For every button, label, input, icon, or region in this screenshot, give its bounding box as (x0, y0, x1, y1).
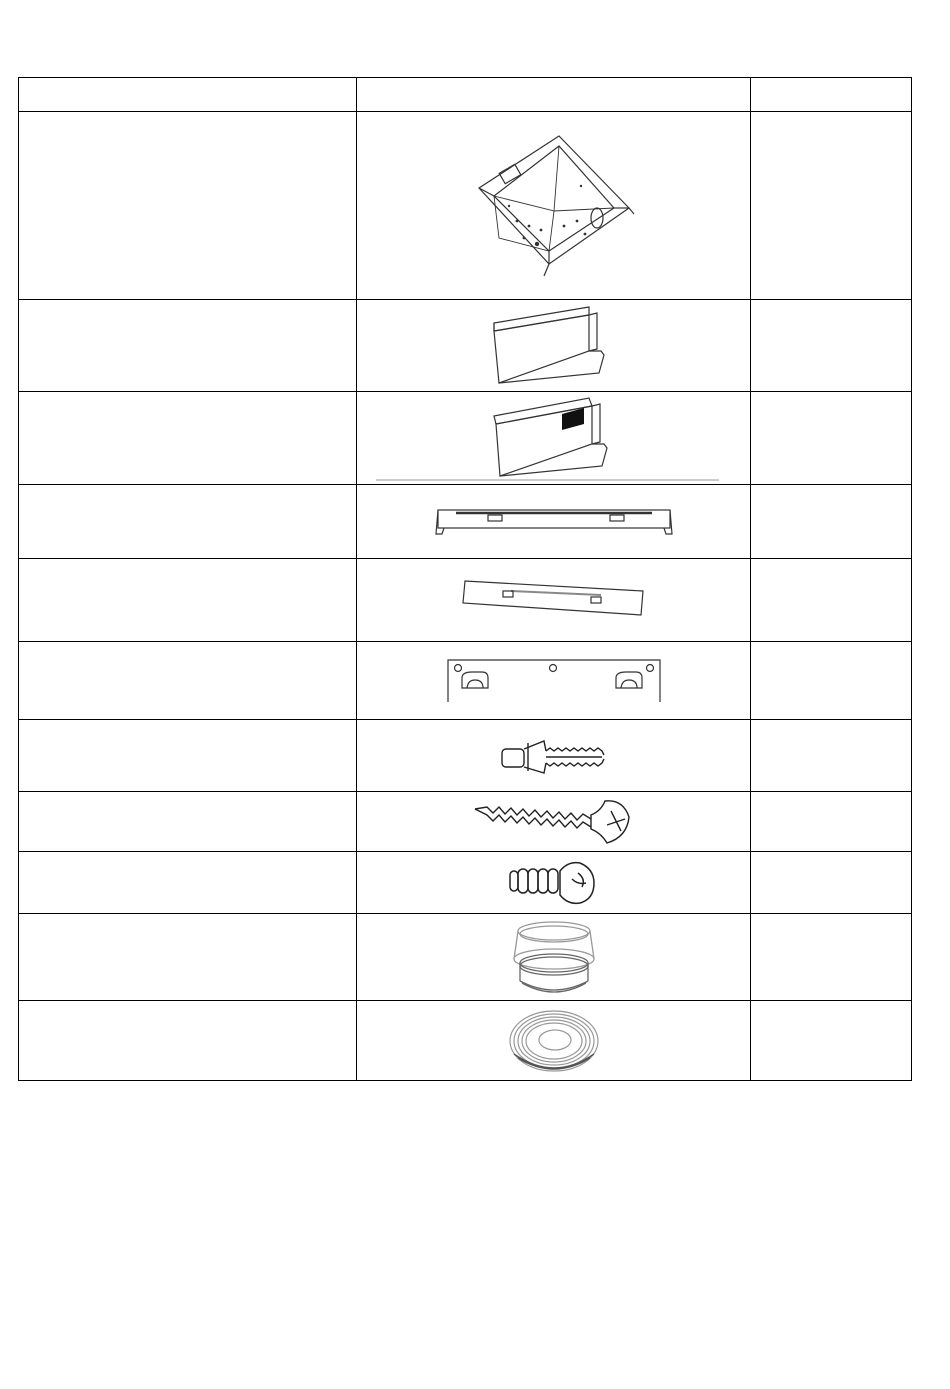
hood-body-icon (469, 126, 639, 286)
illustration-cell (357, 392, 750, 485)
quantity-cell (750, 485, 911, 559)
quantity-cell (750, 792, 911, 852)
table-row (19, 792, 912, 852)
header-part-name (19, 78, 357, 112)
quantity-cell (750, 559, 911, 642)
quantity-cell (750, 642, 911, 720)
illustration-cell (357, 914, 750, 1001)
hood-bracket-icon (434, 504, 674, 540)
illustration-cell (357, 559, 750, 642)
illustration-cell (357, 485, 750, 559)
wall-plug-icon (498, 735, 610, 777)
part-name-cell (19, 792, 357, 852)
part-name-cell (19, 642, 357, 720)
illustration-cell (357, 720, 750, 792)
part-name-cell (19, 559, 357, 642)
quantity-cell (750, 392, 911, 485)
quantity-cell (750, 112, 911, 300)
lower-chimney-icon (374, 394, 734, 482)
header-illustration (357, 78, 750, 112)
part-name-cell (19, 485, 357, 559)
illustration-cell (357, 642, 750, 720)
reducer-collar-icon (509, 919, 599, 995)
table-header-row (19, 78, 912, 112)
table-row (19, 300, 912, 392)
table-row (19, 1001, 912, 1081)
quantity-cell (750, 852, 911, 914)
mounting-plate-icon (446, 658, 662, 704)
part-name-cell (19, 300, 357, 392)
upper-chimney-icon (489, 303, 619, 389)
chimney-bracket-icon (461, 577, 647, 623)
illustration-cell (357, 112, 750, 300)
part-name-cell (19, 720, 357, 792)
table-row (19, 485, 912, 559)
illustration-cell (357, 1001, 750, 1081)
short-screw-icon (506, 857, 602, 909)
illustration-cell (357, 792, 750, 852)
part-name-cell (19, 392, 357, 485)
part-name-cell (19, 1001, 357, 1081)
illustration-cell (357, 852, 750, 914)
illustration-cell (357, 300, 750, 392)
long-screw-icon (473, 795, 635, 849)
table-row (19, 914, 912, 1001)
part-name-cell (19, 112, 357, 300)
table-row (19, 112, 912, 300)
quantity-cell (750, 300, 911, 392)
header-quantity (750, 78, 911, 112)
table-row (19, 392, 912, 485)
part-name-cell (19, 852, 357, 914)
quantity-cell (750, 914, 911, 1001)
table-row (19, 720, 912, 792)
quantity-cell (750, 720, 911, 792)
table-row (19, 852, 912, 914)
part-name-cell (19, 914, 357, 1001)
table-row (19, 642, 912, 720)
parts-list-table (18, 77, 912, 1081)
flexible-duct-icon (506, 1006, 602, 1076)
table-row (19, 559, 912, 642)
quantity-cell (750, 1001, 911, 1081)
